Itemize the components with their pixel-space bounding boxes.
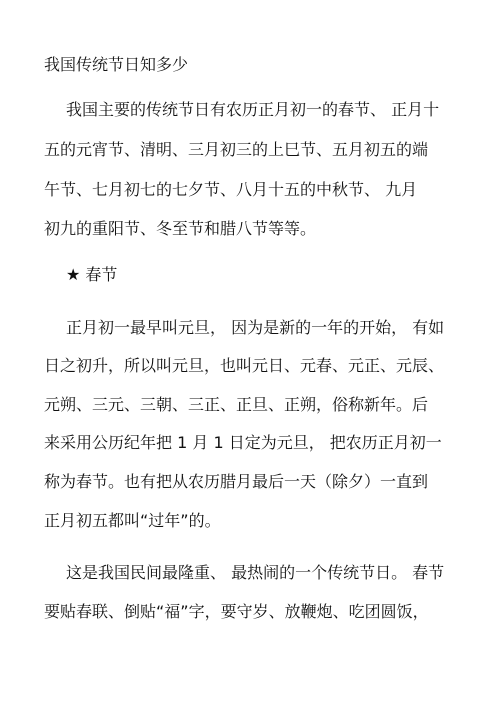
paragraph-line: 午节、七月初七的七夕节、八月十五的中秋节、 九月 <box>44 180 418 199</box>
paragraph-line: 要贴春联、倒贴“福”字，要守岁、放鞭炮、吃团圆饭， <box>44 602 429 621</box>
paragraph-line: 来采用公历纪年把 1 月 1 日定为元旦， 把农历正月初一 <box>44 433 442 452</box>
paragraph-line: 日之初升，所以叫元旦，也叫元日、元春、元正、元辰、 <box>44 356 445 375</box>
paragraph-line: 这是我国民间最隆重、 最热闹的一个传统节日。 春节 <box>66 563 445 582</box>
section-heading: ★ 春节 <box>66 265 118 284</box>
paragraph-line: 正月初五都叫“过年”的。 <box>44 511 221 530</box>
paragraph-line: 元朔、三元、三朝、三正、正旦、正朔，俗称新年。后 <box>44 395 429 414</box>
paragraph-line: 初九的重阳节、冬至节和腊八节等等。 <box>44 219 317 238</box>
paragraph-line: 五的元宵节、清明、三月初三的上巳节、五月初五的端 <box>44 140 429 159</box>
paragraph-line: 正月初一最早叫元旦， 因为是新的一年的开始， 有如 <box>66 318 445 337</box>
paragraph-line: 我国主要的传统节日有农历正月初一的春节、 正月十 <box>66 100 440 119</box>
paragraph-line: 称为春节。也有把从农历腊月最后一天（除夕）一直到 <box>44 472 429 491</box>
document-title: 我国传统节日知多少 <box>44 55 189 74</box>
